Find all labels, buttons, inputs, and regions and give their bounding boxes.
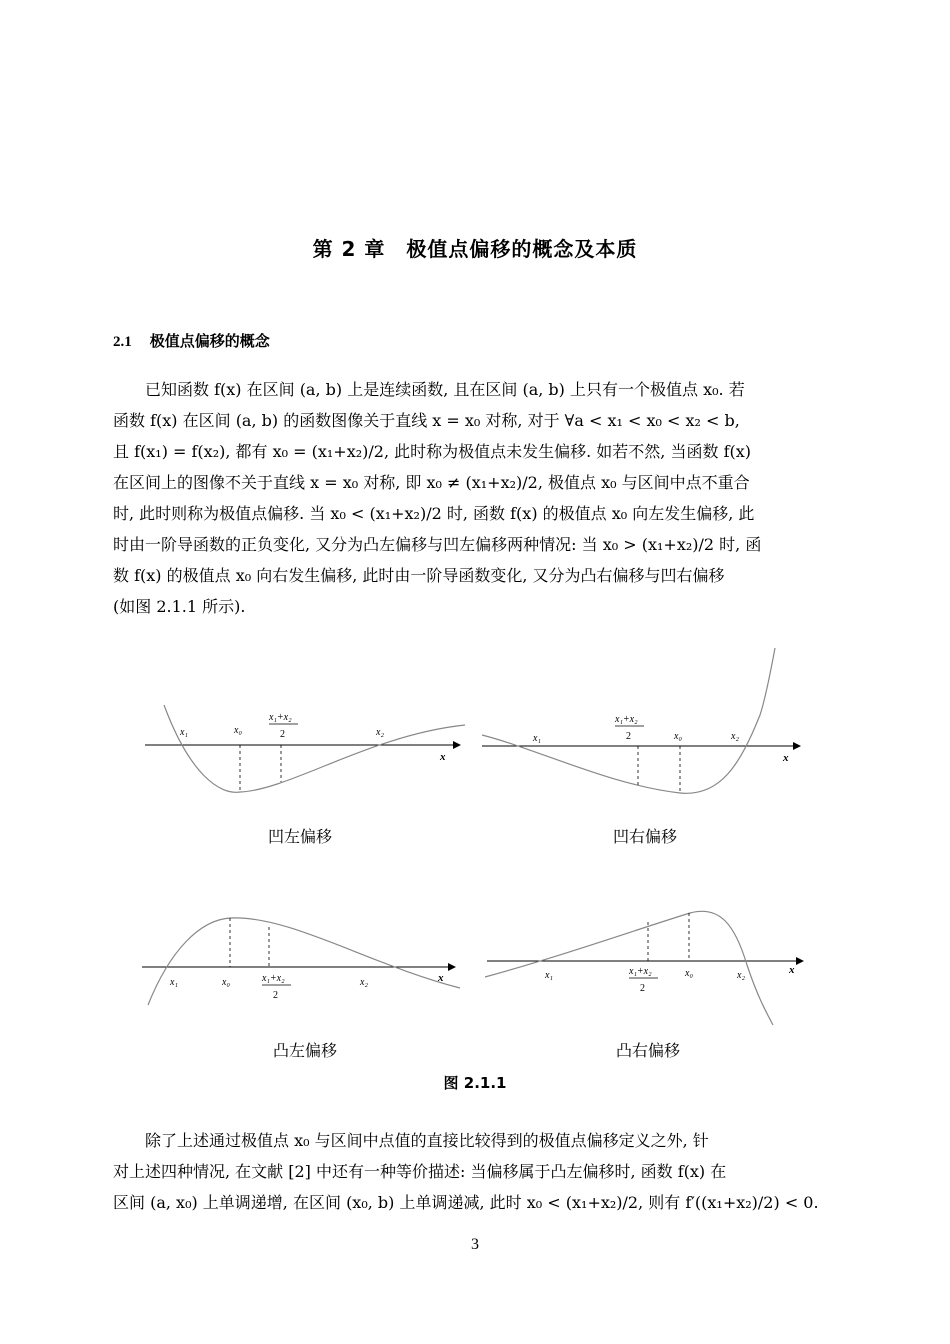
paragraph-line: 时, 此时则称为极值点偏移. 当 x₀ < (x₁+x₂)/2 时, 函数 f(x) 的极值点 x₀ 向左发生偏移, 此 — [113, 504, 755, 523]
label-x1: x₁ — [170, 977, 178, 988]
caption-concave-left: 凹左偏移 — [267, 827, 332, 846]
paragraph-equivalent-description — [113, 1125, 839, 1218]
paragraph-line: 时由一阶导函数的正负变化, 又分为凸左偏移与凹左偏移两种情况: 当 x₀ > (x₁+x₂)/2 时, 函 — [113, 535, 762, 554]
label-x2: x₂ — [731, 731, 739, 742]
paragraph-definition — [113, 374, 839, 622]
label-x0: x₀ — [222, 977, 230, 988]
caption-convex-right: 凸右偏移 — [615, 1041, 680, 1060]
panel-graph — [485, 905, 815, 1030]
section-title: 极值点偏移的概念 — [149, 332, 270, 350]
axis-label-x: x — [783, 752, 789, 764]
axis-label-x: x — [440, 751, 446, 763]
label-x0: x₀ — [234, 725, 242, 736]
label-x1: x₁ — [545, 970, 553, 981]
label-mid-denominator: 2 — [640, 983, 645, 994]
label-x0: x₀ — [685, 968, 693, 979]
paragraph-line: 在区间上的图像不关于直线 x = x₀ 对称, 即 x₀ ≠ (x₁+x₂)/2, 极值点 x₀ 与区间中点不重合 — [113, 473, 750, 492]
panel-graph — [140, 910, 470, 1010]
paragraph-line: 对上述四种情况, 在文献 [2] 中还有一种等价描述: 当偏移属于凸左偏移时, 函数 f(x) 在 — [113, 1162, 727, 1181]
label-x1: x₁ — [533, 733, 541, 744]
section-heading — [113, 330, 270, 351]
label-x2: x₂ — [737, 970, 745, 981]
label-x2: x₂ — [376, 727, 384, 738]
caption-convex-left: 凸左偏移 — [272, 1041, 337, 1060]
paragraph-line: (如图 2.1.1 所示). — [113, 597, 246, 616]
label-mid-numerator: x₁+x₂ — [629, 966, 652, 977]
figure-panel-convex-right — [485, 905, 815, 1034]
paragraph-line: 函数 f(x) 在区间 (a, b) 的函数图像关于直线 x = x₀ 对称, 对于 ∀a < x₁ < x₀ < x₂ < b, — [113, 411, 740, 430]
figure-label: 图 2.1.1 — [443, 1074, 507, 1092]
paragraph-line: 数 f(x) 的极值点 x₀ 向右发生偏移, 此时由一阶导函数变化, 又分为凸右偏移与凹右偏移 — [113, 566, 725, 585]
label-mid-numerator: x₁+x₂ — [269, 712, 292, 723]
label-mid-numerator: x₁+x₂ — [615, 714, 638, 725]
figure-panel-concave-right — [480, 645, 810, 809]
figure-panel-concave-left — [140, 700, 470, 804]
paragraph-line: 且 f(x₁) = f(x₂), 都有 x₀ = (x₁+x₂)/2, 此时称为极值点未发生偏移. 如若不然, 当函数 f(x) — [113, 442, 751, 461]
caption-concave-right: 凹右偏移 — [612, 827, 677, 846]
axis-label-x: x — [789, 964, 795, 976]
label-mid-denominator: 2 — [280, 729, 285, 740]
chapter-title: 第 2 章 极值点偏移的概念及本质 — [312, 237, 638, 261]
label-x1: x₁ — [180, 727, 188, 738]
paragraph-line: 区间 (a, x₀) 上单调递增, 在区间 (x₀, b) 上单调递减, 此时 x₀ < (x₁+x₂)/2, 则有 f′((x₁+x₂)/2) < 0. — [113, 1193, 819, 1212]
paragraph-line: 除了上述通过极值点 x₀ 与区间中点值的直接比较得到的极值点偏移定义之外, 针 — [113, 1131, 709, 1150]
panel-graph — [140, 700, 470, 800]
label-x2: x₂ — [360, 977, 368, 988]
label-mid-denominator: 2 — [273, 990, 278, 1001]
label-mid-numerator: x₁+x₂ — [262, 973, 285, 984]
figure-panel-convex-left — [140, 910, 470, 1014]
axis-label-x: x — [438, 972, 444, 984]
label-x0: x₀ — [674, 731, 682, 742]
section-number: 2.1 — [113, 334, 132, 350]
paragraph-line: 已知函数 f(x) 在区间 (a, b) 上是连续函数, 且在区间 (a, b) 上只有一个极值点 x₀. 若 — [113, 380, 745, 399]
label-mid-denominator: 2 — [626, 731, 631, 742]
page-number: 3 — [471, 1236, 479, 1253]
panel-graph — [480, 645, 810, 805]
